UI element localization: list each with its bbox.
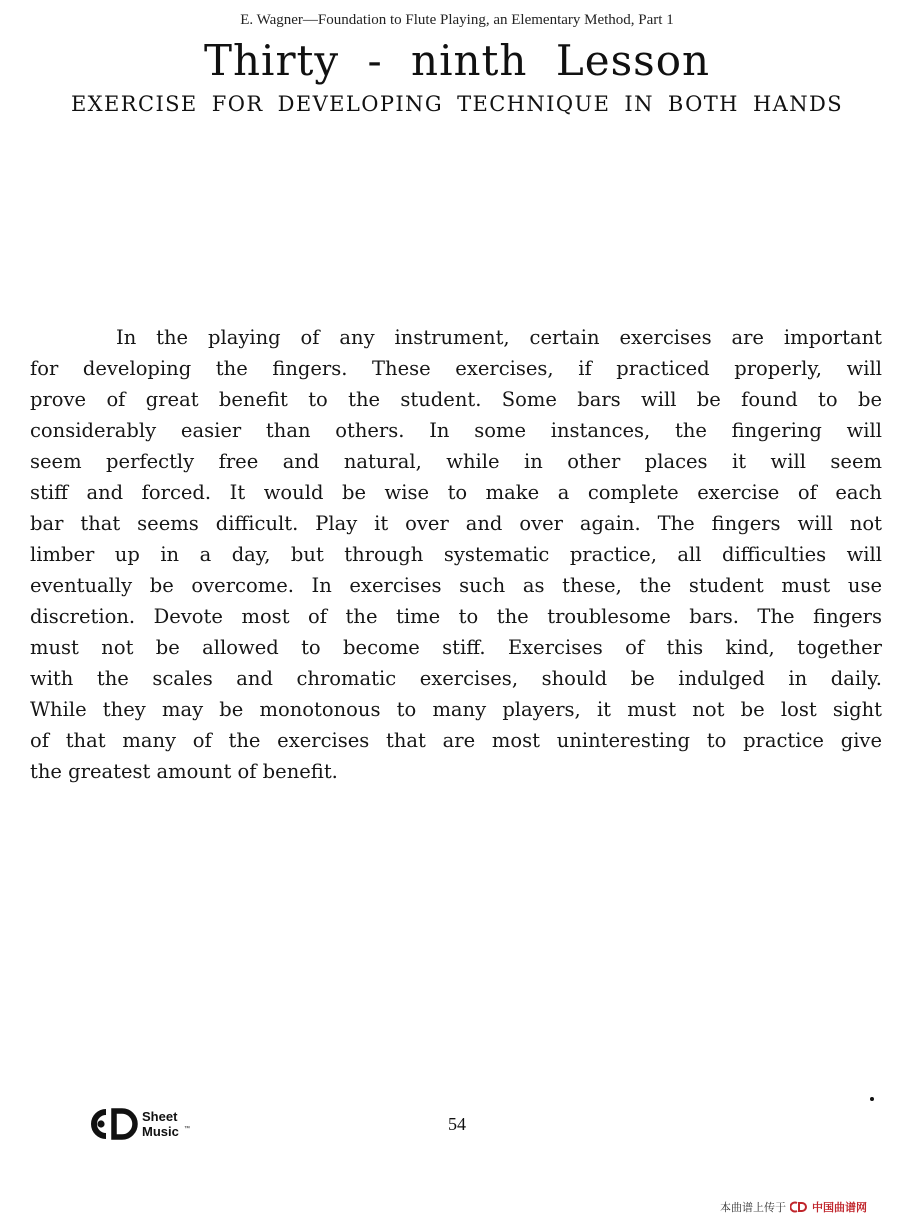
body-line: with the scales and chromatic exercises, should be indulged in daily. [30,667,882,690]
body-line: the greatest amount of benefit. [30,760,338,783]
body-line: limber up in a day, but through systematic practice, all difficulties will [30,543,882,566]
watermark-uploaded-text: 本曲谱上传于 [720,1201,786,1214]
watermark-site-name: 中国曲谱网 [812,1201,867,1214]
body-line: bar that seems difficult. Play it over and over again. The fingers will not [30,512,882,535]
body-line: for developing the fingers. These exercises, if practiced properly, will [30,357,882,380]
running-header: E. Wagner—Foundation to Flute Playing, an Elementary Method, Part 1 [240,12,674,28]
body-line: eventually be overcome. In exercises such as these, the student must use [30,574,882,597]
cd-logo-icon [790,1201,808,1213]
body-line: considerably easier than others. In some instances, the fingering will [30,419,882,442]
body-line: stiff and forced. It would be wise to make a complete exercise of each [30,481,882,504]
lesson-subtitle: EXERCISE FOR DEVELOPING TECHNIQUE IN BOTH HANDS [70,92,844,116]
body-paragraph [30,322,882,787]
logo-word-sheet: Sheet [142,1109,178,1124]
body-line: must not be allowed to become stiff. Exercises of this kind, together [30,636,882,659]
body-line: In the playing of any instrument, certain exercises are important [116,326,882,349]
body-line: discretion. Devote most of the time to the troublesome bars. The fingers [30,605,882,628]
stray-dot-mark [870,1097,874,1101]
logo-word-music: Music [142,1124,179,1139]
body-line: seem perfectly free and natural, while in other places it will seem [30,450,882,473]
watermark [720,1199,867,1215]
logo-trademark: ™ [184,1126,190,1132]
page-number: 54 [448,1114,466,1134]
body-line: While they may be monotonous to many players, it must not be lost sight [30,698,882,721]
body-line: of that many of the exercises that are most uninteresting to practice give [30,729,882,752]
body-line: prove of great benefit to the student. Some bars will be found to be [30,388,882,411]
lesson-title: Thirty - ninth Lesson [203,36,711,85]
